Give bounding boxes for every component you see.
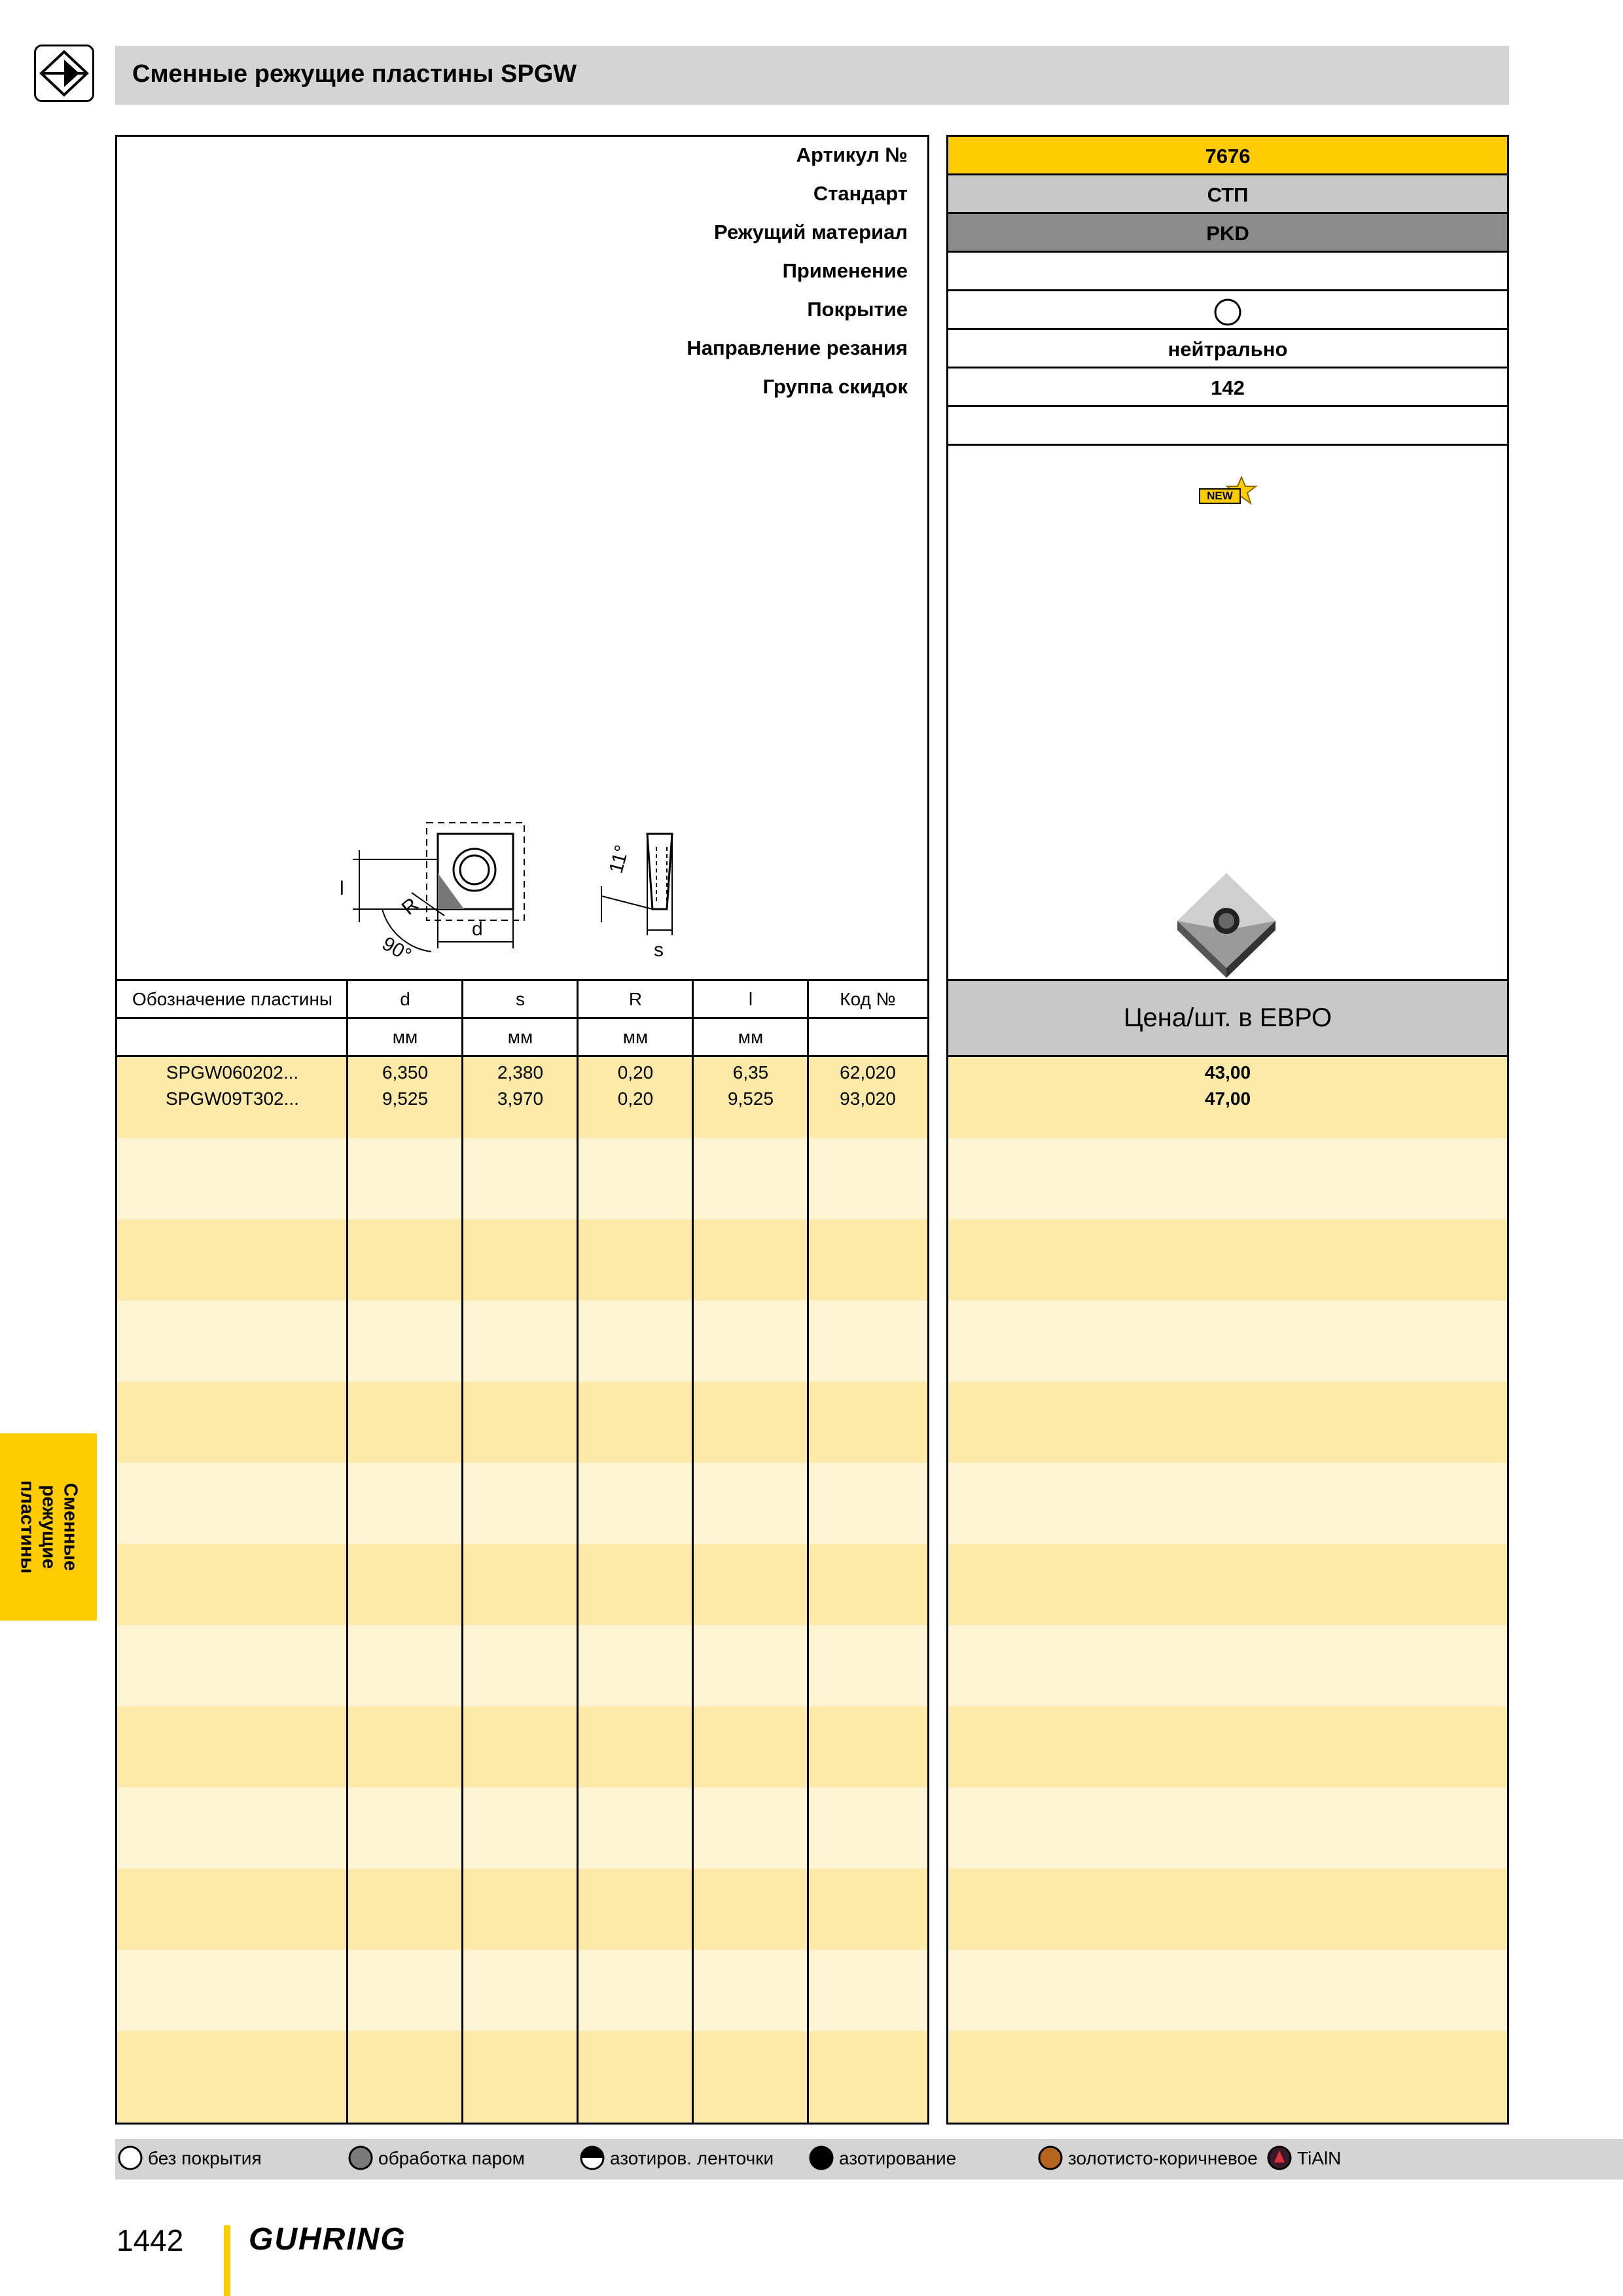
cell-d: 6,350	[382, 1062, 429, 1083]
cell-r: 0,20	[617, 1088, 654, 1109]
page-title: Сменные режущие пластины SPGW	[132, 60, 577, 88]
row-stripe	[948, 1787, 1507, 1869]
section-tab-line: Сменные	[60, 1482, 81, 1571]
row-stripe	[117, 1706, 927, 1787]
gold-brown-icon	[1038, 2144, 1063, 2172]
legend-label-tialn: TiAlN	[1297, 2148, 1342, 2168]
spec-value-discount: 142	[948, 368, 1507, 407]
column-divider	[346, 979, 348, 2123]
spec-label-material: Режущий материал	[714, 221, 908, 243]
cell-s: 2,380	[497, 1062, 544, 1083]
legend-label-steam: обработка паром	[378, 2148, 525, 2168]
row-stripe	[117, 1869, 927, 1950]
table-body	[117, 1057, 927, 2123]
price-column	[948, 1057, 1507, 2123]
brand-logo-icon	[34, 45, 94, 102]
new-badge	[1198, 476, 1258, 510]
section-tab-line: пластины	[16, 1480, 38, 1574]
row-stripe	[948, 1950, 1507, 2031]
legend-bar	[115, 2139, 1623, 2179]
new-badge-label: NEW	[1207, 490, 1233, 502]
row-stripe	[117, 1138, 927, 1219]
dim-d-label: d	[472, 918, 483, 940]
spec-label-application: Применение	[782, 259, 908, 282]
spec-value-coating	[948, 291, 1507, 330]
section-tab-label	[16, 1480, 81, 1574]
cell-l: 6,35	[732, 1062, 769, 1083]
cell-price: 43,00	[1204, 1062, 1251, 1083]
row-stripe	[117, 1625, 927, 1706]
dim-l-label: l	[340, 878, 344, 899]
row-stripe	[948, 2031, 1507, 2123]
uncoated-icon	[118, 2144, 143, 2172]
spec-label-discount: Группа скидок	[762, 375, 908, 398]
spec-value-standard: СТП	[948, 175, 1507, 214]
section-tab[interactable]	[0, 1433, 97, 1621]
nitrided-lands-icon	[580, 2144, 605, 2172]
spec-label-coating: Покрытие	[807, 298, 908, 321]
cell-l: 9,525	[727, 1088, 774, 1109]
row-stripe	[117, 1300, 927, 1382]
row-stripe	[117, 2031, 927, 2123]
legend-label-gold-brown: золотисто-коричневое	[1068, 2148, 1258, 2168]
insert-photo	[1171, 870, 1282, 981]
row-stripe	[117, 1787, 927, 1869]
tialn-icon	[1267, 2144, 1292, 2172]
cell-designation: SPGW060202...	[166, 1062, 299, 1083]
row-stripe	[948, 1625, 1507, 1706]
steam-treated-icon	[348, 2144, 373, 2172]
col-header-r: R	[628, 989, 643, 1009]
col-header-d: d	[400, 989, 410, 1009]
cell-designation: SPGW09T302...	[166, 1088, 299, 1109]
left-panel	[115, 135, 929, 2125]
cell-s: 3,970	[497, 1088, 544, 1109]
cell-code: 62,020	[840, 1062, 896, 1083]
unit-d: мм	[392, 1027, 418, 1047]
col-header-designation: Обозначение пластины	[132, 989, 333, 1009]
row-stripe	[948, 1138, 1507, 1219]
row-stripe	[948, 1382, 1507, 1463]
row-stripe	[117, 1219, 927, 1300]
empty-circle-icon	[1213, 298, 1242, 327]
spec-value-material: PKD	[948, 214, 1507, 253]
section-tab-line: режущие	[38, 1484, 60, 1570]
spec-label-standard: Стандарт	[813, 182, 908, 205]
spec-label-article: Артикул №	[796, 143, 908, 166]
row-stripe	[948, 1869, 1507, 1950]
nitrided-icon	[809, 2144, 834, 2172]
col-header-s: s	[516, 989, 525, 1009]
rel-angle-label: 11°	[605, 842, 633, 876]
spec-value-direction: нейтрально	[948, 330, 1507, 368]
row-stripe	[948, 1544, 1507, 1625]
column-divider	[807, 979, 809, 2123]
unit-l: мм	[738, 1027, 764, 1047]
price-header: Цена/шт. в ЕВРО	[948, 979, 1507, 1057]
row-stripe	[117, 1950, 927, 2031]
spec-label-direction: Направление резания	[687, 336, 908, 359]
cell-price: 47,00	[1204, 1088, 1251, 1109]
angle-label: 90°	[378, 933, 415, 967]
legend-label-nitrided: азотирование	[839, 2148, 957, 2168]
legend-label-nitrided-lands: азотиров. ленточки	[610, 2148, 774, 2168]
row-stripe	[948, 1300, 1507, 1382]
col-header-code: Код №	[840, 989, 896, 1009]
cell-r: 0,20	[617, 1062, 654, 1083]
spec-value-empty	[948, 407, 1507, 446]
spec-value-article: 7676	[948, 137, 1507, 175]
dim-r-label: R	[397, 893, 423, 920]
brand-name: GUHRING	[249, 2222, 406, 2257]
spec-value-application	[948, 253, 1507, 291]
cell-d: 9,525	[382, 1088, 429, 1109]
unit-s: мм	[507, 1027, 533, 1047]
title-bar	[115, 46, 1509, 105]
row-stripe	[948, 1706, 1507, 1787]
column-divider	[461, 979, 463, 2123]
row-stripe	[117, 1544, 927, 1625]
unit-r: мм	[622, 1027, 649, 1047]
cell-code: 93,020	[840, 1088, 896, 1109]
row-stripe	[117, 1463, 927, 1544]
right-panel	[946, 135, 1509, 2125]
column-divider	[577, 979, 579, 2123]
footer-accent-bar	[224, 2225, 230, 2296]
column-divider	[692, 979, 694, 2123]
dim-s-label: s	[654, 939, 664, 961]
legend-label-uncoated: без покрытия	[148, 2148, 262, 2168]
row-stripe	[117, 1382, 927, 1463]
page-number: 1442	[116, 2223, 184, 2257]
row-stripe	[948, 1463, 1507, 1544]
row-stripe	[948, 1219, 1507, 1300]
col-header-l: l	[748, 989, 753, 1009]
